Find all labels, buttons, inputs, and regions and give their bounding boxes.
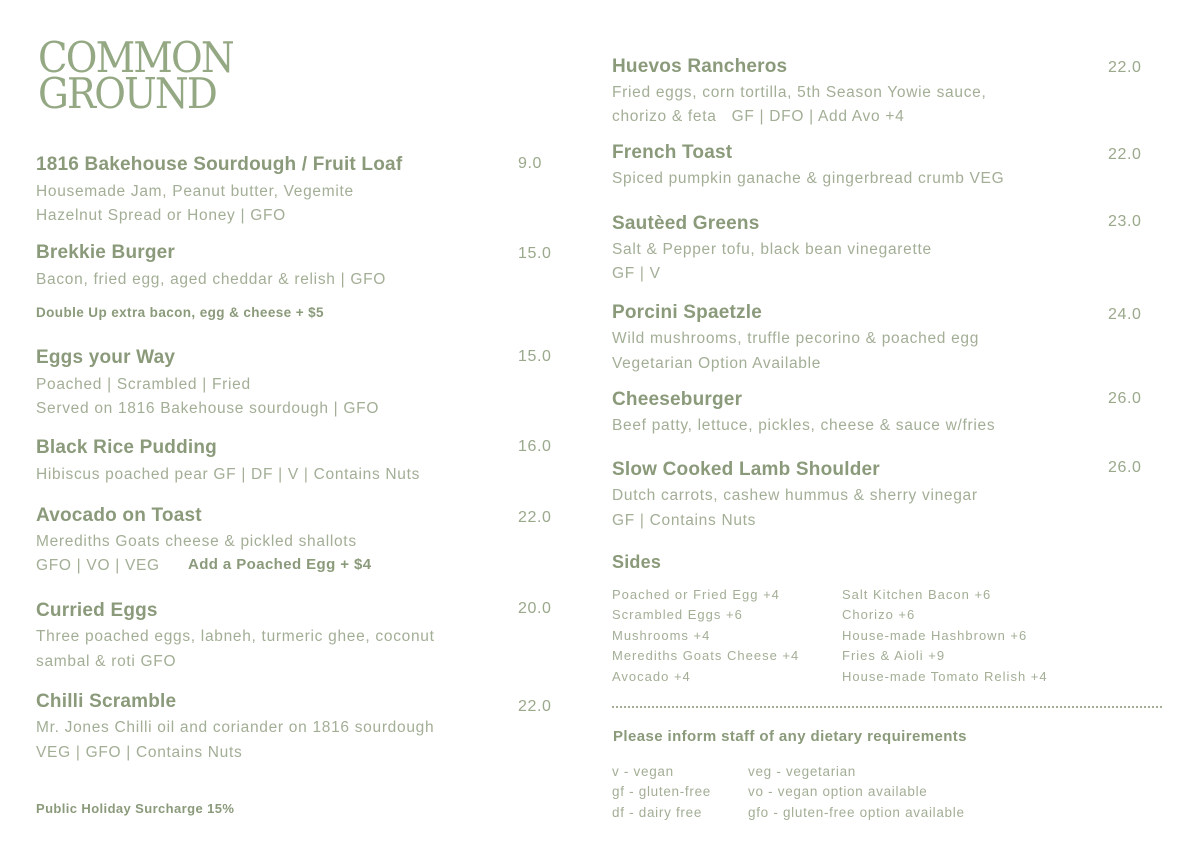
item-desc-cheeseburger-1: Beef patty, lettuce, pickles, cheese & sauce w/fries bbox=[612, 417, 996, 434]
item-price-spaetzle: 24.0 bbox=[1108, 306, 1142, 323]
item-title-curried: Curried Eggs bbox=[36, 600, 158, 621]
item-title-lamb: Slow Cooked Lamb Shoulder bbox=[612, 459, 880, 480]
item-price-burger: 15.0 bbox=[518, 245, 552, 262]
item-price-huevos: 22.0 bbox=[1108, 59, 1142, 76]
item-desc-lamb-2: GF | Contains Nuts bbox=[612, 512, 757, 529]
brand-logo bbox=[38, 33, 233, 118]
item-desc-avocado-1: Merediths Goats cheese & pickled shallots bbox=[36, 533, 357, 550]
side-item: Chorizo +6 bbox=[842, 607, 916, 623]
legend-item: vo - vegan option available bbox=[748, 784, 928, 800]
dotted-divider bbox=[612, 706, 1162, 708]
item-desc-chilli-1: Mr. Jones Chilli oil and coriander on 1816 sourdough bbox=[36, 719, 435, 736]
sides-column-2 bbox=[842, 585, 1048, 687]
burger-note: Double Up extra bacon, egg & cheese + $5 bbox=[36, 305, 324, 320]
item-title-cheeseburger: Cheeseburger bbox=[612, 389, 743, 410]
side-item: Merediths Goats Cheese +4 bbox=[612, 648, 800, 664]
item-desc-toast-1: Spiced pumpkin ganache & gingerbread crumb VEG bbox=[612, 170, 1005, 187]
item-title-huevos: Huevos Rancheros bbox=[612, 56, 788, 77]
item-title-toast: French Toast bbox=[612, 142, 733, 163]
item-title-greens: Sautèed Greens bbox=[612, 213, 760, 234]
item-price-avocado: 22.0 bbox=[518, 509, 552, 526]
item-desc-spaetzle-1: Wild mushrooms, truffle pecorino & poached egg bbox=[612, 330, 980, 347]
legend-item: veg - vegetarian bbox=[748, 764, 857, 779]
side-item: Mushrooms +4 bbox=[612, 627, 711, 643]
item-title-spaetzle: Porcini Spaetzle bbox=[612, 302, 762, 323]
item-desc-greens-2: GF | V bbox=[612, 265, 661, 282]
item-desc-curried-1: Three poached eggs, labneh, turmeric ghee, coconut bbox=[36, 628, 435, 645]
item-desc-eggs-2: Served on 1816 Bakehouse sourdough | GFO bbox=[36, 400, 380, 417]
item-title-rice: Black Rice Pudding bbox=[36, 437, 217, 458]
item-price-eggs: 15.0 bbox=[518, 348, 552, 365]
item-price-greens: 23.0 bbox=[1108, 213, 1142, 230]
item-desc-spaetzle-2: Vegetarian Option Available bbox=[612, 355, 822, 372]
item-desc-sourdough-2: Hazelnut Spread or Honey | GFO bbox=[36, 207, 286, 224]
legend-item: gfo - gluten-free option available bbox=[748, 804, 965, 820]
side-item: House-made Hashbrown +6 bbox=[842, 627, 1028, 643]
item-price-cheeseburger: 26.0 bbox=[1108, 390, 1142, 407]
item-desc-burger-1: Bacon, fried egg, aged cheddar & relish | GFO bbox=[36, 271, 387, 288]
item-price-lamb: 26.0 bbox=[1108, 459, 1142, 476]
side-item: Salt Kitchen Bacon +6 bbox=[842, 587, 992, 602]
item-price-chilli: 22.0 bbox=[518, 698, 552, 715]
side-item: Poached or Fried Egg +4 bbox=[612, 587, 780, 602]
item-desc-curried-2: sambal & roti GFO bbox=[36, 653, 177, 670]
item-title-eggs: Eggs your Way bbox=[36, 347, 176, 368]
item-title-burger: Brekkie Burger bbox=[36, 242, 176, 263]
dietary-legend-column-1 bbox=[612, 762, 711, 823]
surcharge-note: Public Holiday Surcharge 15% bbox=[36, 801, 235, 816]
item-desc-huevos-1: Fried eggs, corn tortilla, 5th Season Yowie sauce, bbox=[612, 84, 987, 101]
sides-heading: Sides bbox=[612, 552, 662, 572]
item-title-avocado: Avocado on Toast bbox=[36, 505, 202, 526]
item-price-curried: 20.0 bbox=[518, 600, 552, 617]
brand-line-2: GROUND bbox=[38, 69, 216, 118]
item-desc-lamb-1: Dutch carrots, cashew hummus & sherry vinegar bbox=[612, 487, 978, 504]
legend-item: gf - gluten-free bbox=[612, 784, 711, 800]
side-item: Scrambled Eggs +6 bbox=[612, 607, 743, 623]
item-price-sourdough: 9.0 bbox=[518, 155, 543, 172]
item-desc-rice-1: Hibiscus poached pear GF | DF | V | Contains Nuts bbox=[36, 466, 421, 483]
side-item: Fries & Aioli +9 bbox=[842, 648, 946, 664]
item-desc-huevos-2: chorizo & feta GF | DFO | Add Avo +4 bbox=[612, 108, 905, 125]
sides-column-1 bbox=[612, 585, 799, 687]
item-desc-sourdough-1: Housemade Jam, Peanut butter, Vegemite bbox=[36, 183, 354, 200]
dietary-notice: Please inform staff of any dietary requirements bbox=[613, 728, 967, 745]
legend-item: df - dairy free bbox=[612, 804, 703, 820]
item-desc-avocado-2: GFO | VO | VEG bbox=[36, 557, 160, 574]
item-title-chilli: Chilli Scramble bbox=[36, 691, 177, 712]
brand-line-1: COMMON bbox=[38, 33, 233, 82]
item-desc-greens-1: Salt & Pepper tofu, black bean vinegarette bbox=[612, 241, 932, 258]
item-desc-eggs-1: Poached | Scrambled | Fried bbox=[36, 376, 251, 393]
avocado-addon: Add a Poached Egg + $4 bbox=[188, 556, 372, 573]
side-item: Avocado +4 bbox=[612, 668, 691, 684]
item-price-toast: 22.0 bbox=[1108, 146, 1142, 163]
side-item: House-made Tomato Relish +4 bbox=[842, 668, 1048, 684]
item-title-sourdough: 1816 Bakehouse Sourdough / Fruit Loaf bbox=[36, 154, 403, 175]
legend-item: v - vegan bbox=[612, 764, 674, 779]
dietary-legend-column-2 bbox=[748, 762, 965, 823]
item-price-rice: 16.0 bbox=[518, 438, 552, 455]
item-desc-chilli-2: VEG | GFO | Contains Nuts bbox=[36, 744, 243, 761]
